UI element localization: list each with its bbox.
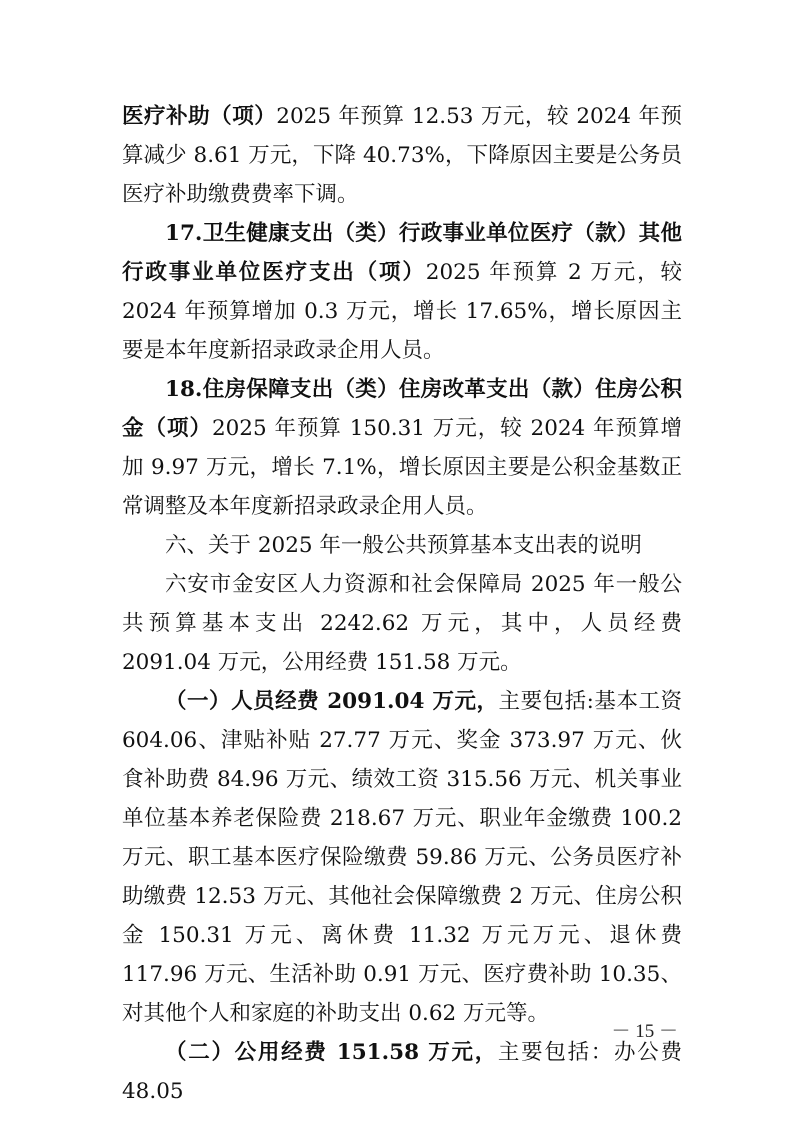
- paragraph-item-18: [122, 370, 682, 526]
- paragraph-public-expenses: [122, 1033, 682, 1111]
- item-text: 2025 年预算 150.31 万元，较 2024 年预算增加 9.97 万元，增长 7.1%，增长原因主要是公积金基数正常调整及本年度新招录政录企用人员。: [122, 416, 682, 519]
- paragraph-item-17: [122, 214, 682, 370]
- page-number: － 15 －: [611, 1021, 678, 1042]
- paragraph-basic-expenditure: 六安市金安区人力资源和社会保障局 2025 年一般公共预算基本支出 2242.62 万元，其中，人员经费 2091.04 万元，公用经费 151.58 万元。: [122, 572, 682, 675]
- item-title: （一）人员经费 2091.04 万元，: [165, 689, 499, 714]
- item-title: 医疗补助（项）: [122, 104, 277, 129]
- item-text: 主要包括：办公费 48.05: [122, 1040, 682, 1104]
- paragraph-medical-subsidy: [122, 97, 682, 214]
- item-title: 18.住房保障支出（类）住房改革支出（款）住房公积金（项）: [122, 377, 682, 441]
- document-body: [122, 97, 682, 1111]
- section-heading: 六、关于 2025 年一般公共预算基本支出表的说明: [165, 533, 642, 558]
- paragraph-personnel-expenses: [122, 682, 682, 1033]
- item-text: 2025 年预算 12.53 万元，较 2024 年预算减少 8.61 万元，下降 40.73%，下降原因主要是公务员医疗补助缴费费率下调。: [122, 104, 682, 207]
- item-title: （二）公用经费 151.58 万元，: [165, 1040, 498, 1065]
- item-text: 主要包括:基本工资 604.06、津贴补贴 27.77 万元、奖金 373.97 万元、伙食补助费 84.96 万元、绩效工资 315.56 万元、机关事业单位基本养老保险费 218.67 万元、职业年金缴费 100.2 万元、职工基本医疗保险缴费 59.86 万元、公务员医疗补助缴费 12.53 万元、其他社会保障缴费 2 万元、住房公积金 150.31 万元、离休费 11.32 万元万元、退休费 117.96 万元、生活补助 0.91 万元、医疗费补助 10.35、对其他个人和家庭的补助支出 0.62 万元等。: [122, 689, 683, 1026]
- item-title: 17.卫生健康支出（类）行政事业单位医疗（款）其他行政事业单位医疗支出（项）: [122, 221, 682, 285]
- item-text: 2025 年预算 2 万元，较 2024 年预算增加 0.3 万元，增长 17.65%，增长原因主要是本年度新招录政录企用人员。: [122, 260, 682, 363]
